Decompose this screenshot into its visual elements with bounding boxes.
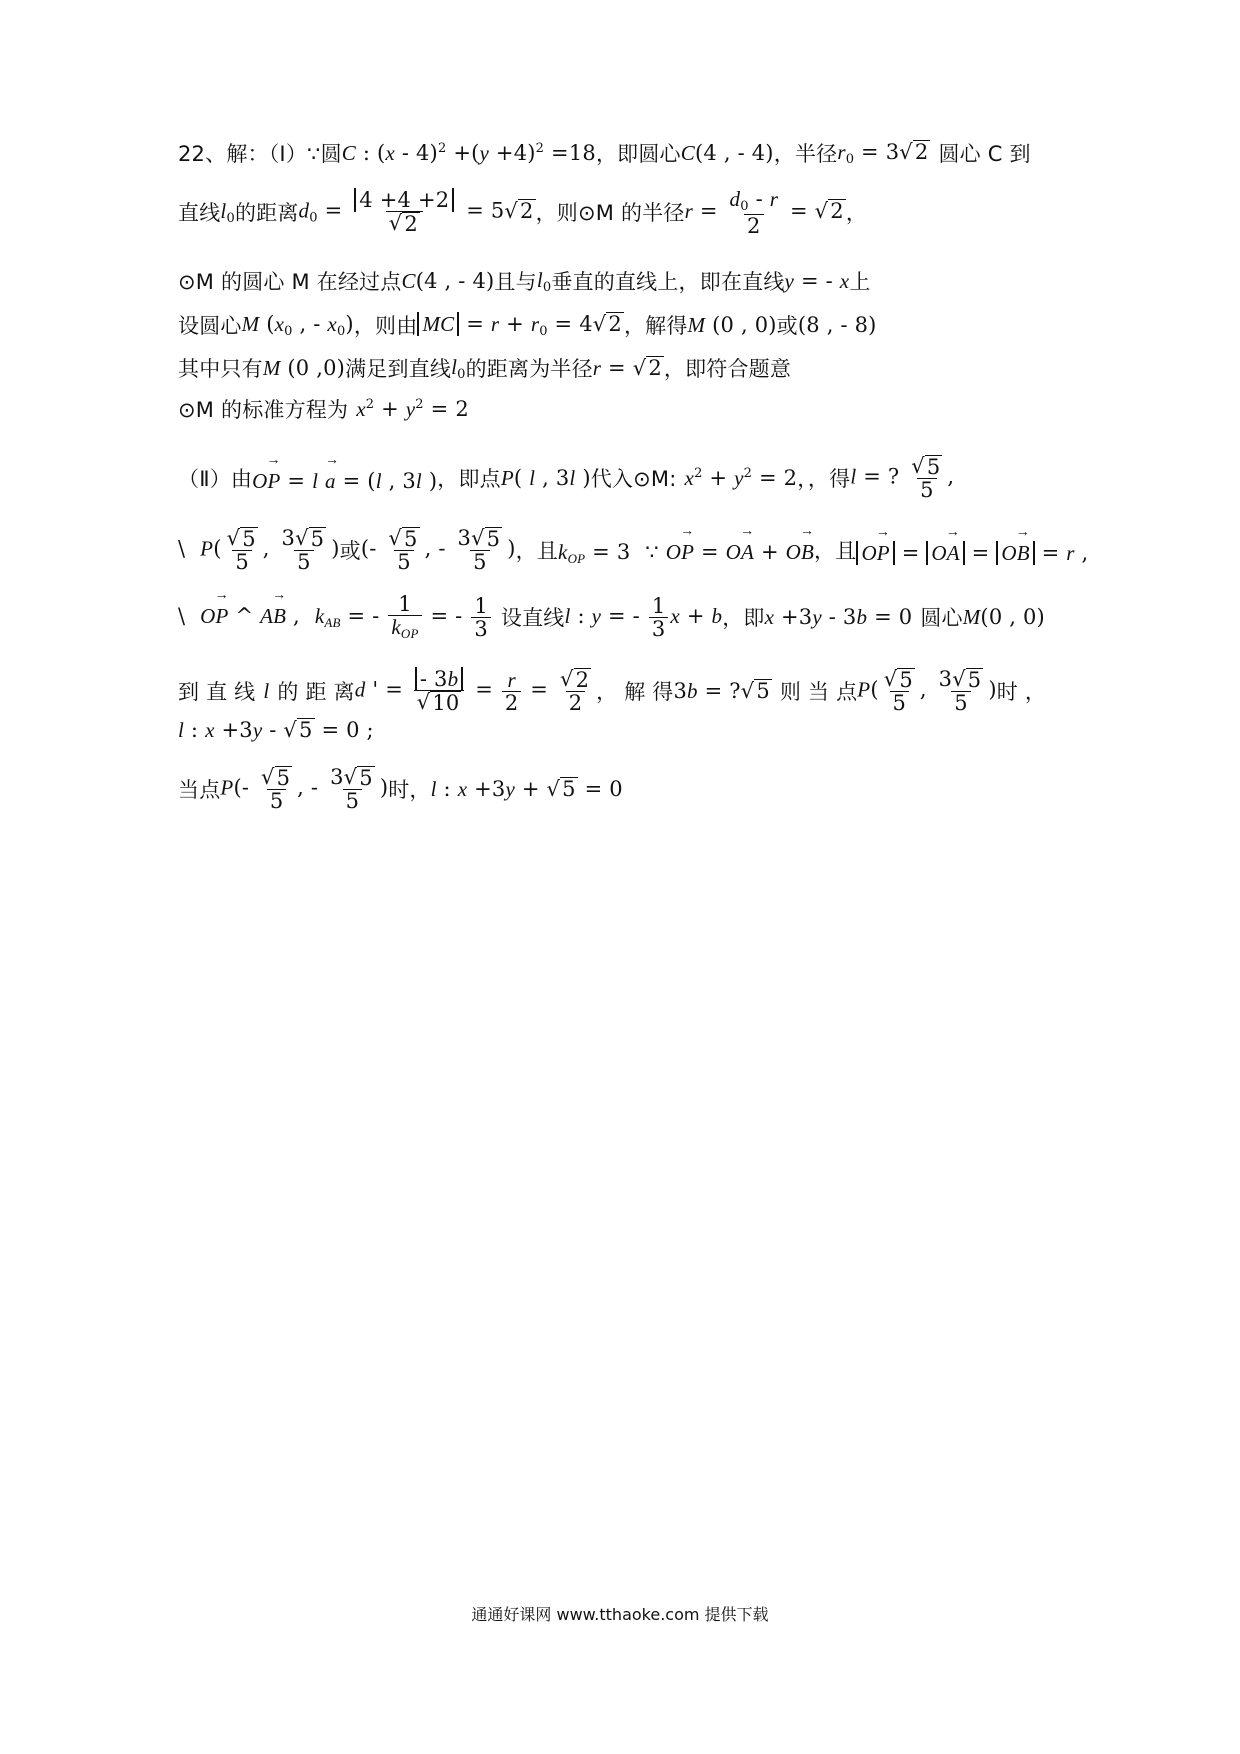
formula: (- √ 5 5 , - 3 √ 5 5 ) — [360, 526, 516, 575]
text: ，且 — [515, 539, 559, 564]
text: 22、解：（Ⅰ）∵圆 — [178, 142, 342, 166]
text: 且与 — [494, 270, 537, 294]
solution-line-9 — [178, 593, 1078, 642]
formula: → OP = → OA = → OB = r , — [856, 535, 1088, 566]
formula: r = $\frac{d_0 - r}{2}$ = √ 2 — [684, 187, 844, 238]
text: 代入⊙M: — [590, 467, 677, 492]
solution-line-5 — [178, 353, 1078, 383]
formula: \ P( √ 5 5 , 3 √ 5 5 ) — [178, 526, 340, 575]
solution-line-8 — [178, 526, 1089, 575]
text: 满足到直线 — [345, 357, 452, 381]
formula: C : $(x - 4)^2 +(y +4)^2 =18$ — [341, 140, 596, 165]
text: ，且 — [814, 539, 857, 564]
formula: $r_0 = 3$ √ 2 — [837, 139, 929, 167]
text: 的 距 离 — [277, 680, 355, 705]
text: 其中只有 — [178, 357, 263, 381]
formula: MC = $r + r_0 = 4$ √ 2 — [417, 312, 624, 339]
formula: l — [263, 678, 270, 703]
solution-line-2 — [178, 188, 1078, 237]
formula: C(4 , - 4) — [680, 140, 774, 165]
formula: l : y = - $\frac{1}{3}$ x + b — [564, 593, 723, 641]
text: 的距离为半径 — [465, 357, 593, 381]
formula: l = ? √ 5 5 , — [850, 454, 955, 503]
formula: \ → OP ^ → AB , $k_{AB}$ = - $\frac{1}{k_{OP}}$ = - $\frac{1}{3}$ — [178, 593, 493, 642]
formula: $l_0$ — [536, 267, 552, 295]
formula: P( √ 5 5 , 3 √ 5 5 ) — [857, 667, 997, 716]
formula: $x^2 + y^2 = 2$ — [684, 465, 798, 490]
text: 设直线 — [500, 606, 565, 631]
text: ， — [845, 201, 868, 226]
text: ，，得 — [797, 467, 851, 492]
formula: $x^2 + y^2 = 2$ — [356, 396, 469, 421]
formula: P( l , 3l ) — [500, 465, 591, 490]
formula: M (0 ,0) — [262, 355, 346, 380]
text: （Ⅱ）由 — [178, 467, 253, 492]
formula: $l_0$ — [451, 354, 466, 382]
text: 圆心 C 到 — [938, 142, 1031, 166]
formula: M (0 , 0) — [687, 312, 777, 337]
text: 上 — [849, 270, 871, 294]
formula: l : x +3y + √ 5 = 0 — [430, 776, 623, 801]
text: 垂直的直线上，即在直线 — [551, 270, 785, 294]
formula: (8 , - 8) — [797, 313, 877, 337]
text: 时， — [388, 778, 431, 803]
solution-line-7 — [178, 455, 1078, 501]
solution-line-6 — [178, 394, 1078, 424]
solution-line-11 — [178, 718, 1078, 743]
formula: P(- √ 5 5 , - 3 √ 5 5 ) — [220, 765, 389, 814]
formula: M ($x_0$ , - $x_0$) — [241, 311, 354, 339]
text: 直线 — [178, 201, 221, 226]
formula: $d_0$ = 4 +4 +2 √ 2 = 5 √ 2 — [298, 188, 534, 237]
text: ，即 — [722, 606, 765, 631]
solution-line-12 — [178, 766, 1078, 812]
text: 时 ， — [996, 680, 1047, 705]
text: ，解得 — [623, 314, 688, 338]
text: 的距离 — [234, 201, 299, 226]
solution-line-10 — [178, 668, 1078, 714]
page-footer: 通通好课网 www.tthaoke.com 提供下载 — [471, 1605, 769, 1624]
text: ，则⊙M 的半径 — [535, 201, 685, 226]
formula: r = √ 2 — [592, 355, 662, 380]
text: ，即圆心 — [595, 142, 681, 166]
text: ，即符合题意 — [663, 357, 792, 381]
text: 设圆心 — [178, 314, 242, 338]
formula: $l_0$ — [220, 198, 235, 226]
solution-line-4 — [178, 310, 1078, 340]
text: 当点 — [178, 778, 221, 803]
text: ，则由 — [353, 314, 418, 338]
formula: x +3y - 3b = 0 — [764, 604, 913, 629]
text: ⊙M 的标准方程为 — [178, 398, 349, 422]
text: ⊙M 的圆心 M 在经过点 — [178, 270, 402, 294]
text: 到 直 线 — [178, 680, 256, 705]
solution-line-1 — [178, 138, 1078, 168]
formula: l : x +3y - √ 5 = 0 ; — [178, 718, 374, 742]
text: 或 — [776, 314, 798, 338]
formula: → OP = l → a = (l , 3l ) — [252, 463, 437, 494]
text: ，即点 — [437, 467, 501, 492]
formula: C(4 , - 4) — [401, 268, 495, 293]
text: 则 当 点 — [779, 680, 858, 705]
formula: 3b = ? √ 5 — [673, 678, 770, 703]
text: 或 — [339, 539, 361, 564]
formula: d ' = - 3b √ 10 = $\frac{r}{2}$ = √ 2 2 — [354, 667, 590, 716]
formula: $k_{OP} = 3$ ∵ → OP = → OA + → OB — [558, 534, 814, 567]
text: ，半径 — [773, 142, 838, 166]
text: 圆心 — [920, 606, 963, 631]
formula: y = - x — [784, 268, 850, 293]
text: ， 解 得 — [596, 680, 674, 705]
formula: M(0 , 0) — [962, 604, 1045, 629]
solution-line-3 — [178, 266, 1078, 296]
